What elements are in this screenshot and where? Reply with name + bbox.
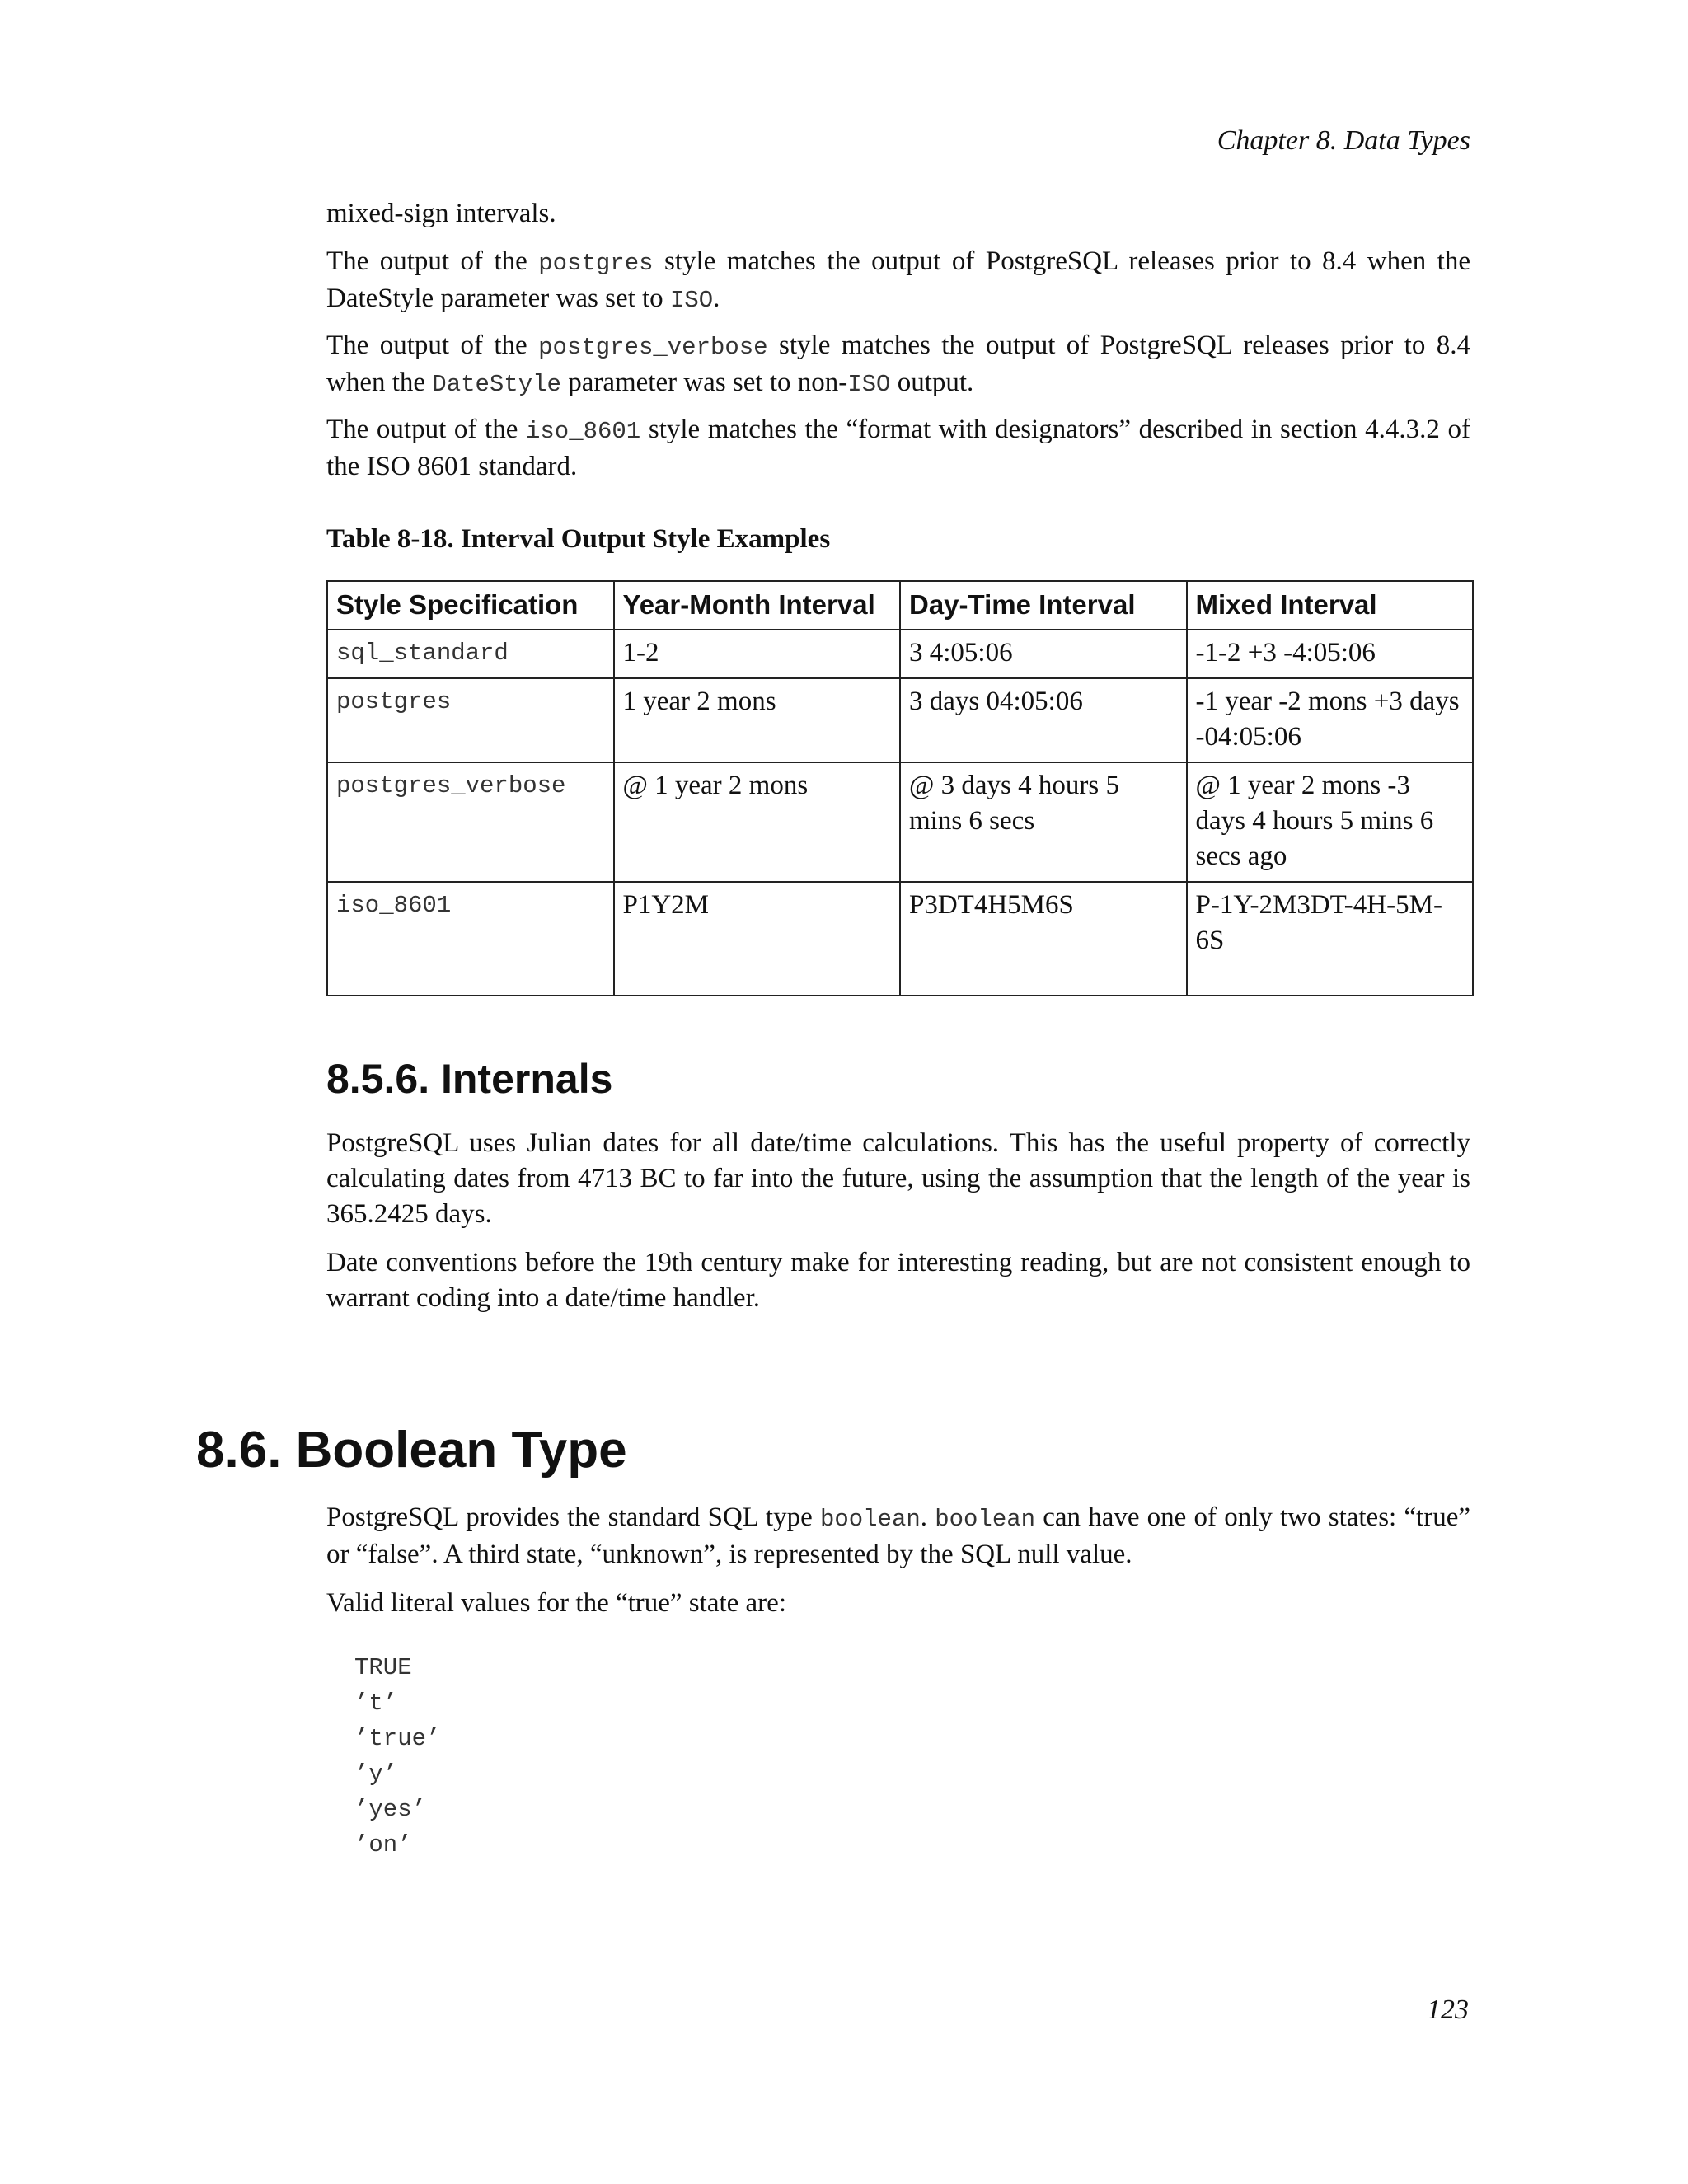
text-run: . — [713, 284, 720, 313]
column-header: Day-Time Interval — [900, 581, 1187, 630]
internals-body — [326, 1126, 1470, 1329]
text-run: style matches the output of PostgreSQL releases prior to 8.4 when the DateStyle parameter was set to — [326, 246, 1470, 313]
interval-output-table — [326, 580, 1474, 996]
table-row — [327, 882, 1473, 996]
text-run: The output of the — [326, 246, 539, 276]
table-cell: postgres — [327, 678, 614, 762]
table-cell: postgres_verbose — [327, 762, 614, 882]
list-item: ’t’ — [354, 1690, 398, 1717]
code-datestyle: DateStyle — [432, 371, 561, 398]
code-iso: ISO — [847, 371, 891, 398]
table-row — [327, 762, 1473, 882]
table-cell: P1Y2M — [614, 882, 901, 996]
text-run: PostgreSQL provides the standard SQL type — [326, 1502, 820, 1532]
list-item: TRUE — [354, 1654, 412, 1681]
text-run: style matches the output of PostgreSQL releases prior to 8.4 when the — [326, 330, 1471, 397]
text-run: . — [920, 1502, 935, 1532]
list-item: ’yes’ — [354, 1796, 427, 1823]
code-boolean: boolean — [935, 1506, 1036, 1533]
table-cell: iso_8601 — [327, 882, 614, 996]
section-heading-internals: 8.5.6. Internals — [326, 1056, 613, 1102]
code-postgres-verbose: postgres_verbose — [538, 334, 768, 361]
table-cell: @ 1 year 2 mons — [614, 762, 901, 882]
table-cell: 3 4:05:06 — [900, 630, 1187, 678]
list-item: ’on’ — [354, 1831, 412, 1858]
column-header: Year-Month Interval — [614, 581, 901, 630]
table-cell: @ 3 days 4 hours 5 mins 6 secs — [900, 762, 1187, 882]
text-run: output. — [890, 368, 974, 397]
table-cell: 3 days 04:05:06 — [900, 678, 1187, 762]
text-run: The output of the — [326, 330, 539, 360]
code-iso-8601: iso_8601 — [525, 418, 641, 445]
page-number: 123 — [1427, 1994, 1469, 2025]
boolean-body — [326, 1500, 1470, 1634]
code-iso: ISO — [669, 287, 714, 314]
paragraph-iso-8601-style — [326, 412, 1470, 498]
text-run: parameter was set to non- — [560, 368, 848, 397]
table-header-row — [327, 581, 1473, 630]
code-boolean: boolean — [819, 1506, 921, 1533]
code-postgres: postgres — [538, 250, 654, 277]
text-run: The output of the — [326, 415, 526, 444]
text-run: can have one of only two states: “true” or “false”. A third state, “unknown”, is represented by the SQL null value. — [326, 1502, 1470, 1569]
table-cell: 1-2 — [614, 630, 901, 678]
true-literal-list — [354, 1650, 440, 1863]
paragraph-mixed-sign — [326, 196, 1470, 245]
text-run: style matches the “format with designators” described in section 4.4.3.2 of the ISO 8601 standard. — [326, 415, 1470, 481]
table-cell: -1 year -2 mons +3 days -04:05:06 — [1187, 678, 1474, 762]
list-item: ’true’ — [354, 1725, 441, 1752]
table-row — [327, 630, 1473, 678]
table-caption: Table 8-18. Interval Output Style Examples — [326, 524, 831, 554]
running-header: Chapter 8. Data Types — [1217, 125, 1470, 156]
paragraph-boolean-type — [326, 1500, 1470, 1572]
paragraph-postgres-verbose-style — [326, 328, 1470, 415]
section-heading-boolean-type: 8.6. Boolean Type — [196, 1422, 627, 1479]
paragraph-postgres-style — [326, 244, 1470, 331]
table-cell: P3DT4H5M6S — [900, 882, 1187, 996]
paragraph-text: mixed-sign intervals. — [326, 199, 556, 228]
table-cell: -1-2 +3 -4:05:06 — [1187, 630, 1474, 678]
table-cell: sql_standard — [327, 630, 614, 678]
table-cell: 1 year 2 mons — [614, 678, 901, 762]
table-cell: P-1Y-2M3DT-4H-5M-6S — [1187, 882, 1474, 996]
list-item: ’y’ — [354, 1760, 398, 1788]
paragraph-valid-literals: Valid literal values for the “true” state are: — [326, 1588, 786, 1618]
table-row — [327, 678, 1473, 762]
column-header: Style Specification — [327, 581, 614, 630]
table-cell: @ 1 year 2 mons -3 days 4 hours 5 mins 6 secs ago — [1187, 762, 1474, 882]
column-header: Mixed Interval — [1187, 581, 1474, 630]
paragraph-julian-dates: PostgreSQL uses Julian dates for all date/time calculations. This has the useful property of correctly calculating dates from 4713 BC to far into the future, using the assumption that the length of the year is 365.2425 days. — [326, 1128, 1470, 1229]
paragraph-date-conventions: Date conventions before the 19th century make for interesting reading, but are not consistent enough to warrant coding into a date/time handler. — [326, 1248, 1470, 1313]
